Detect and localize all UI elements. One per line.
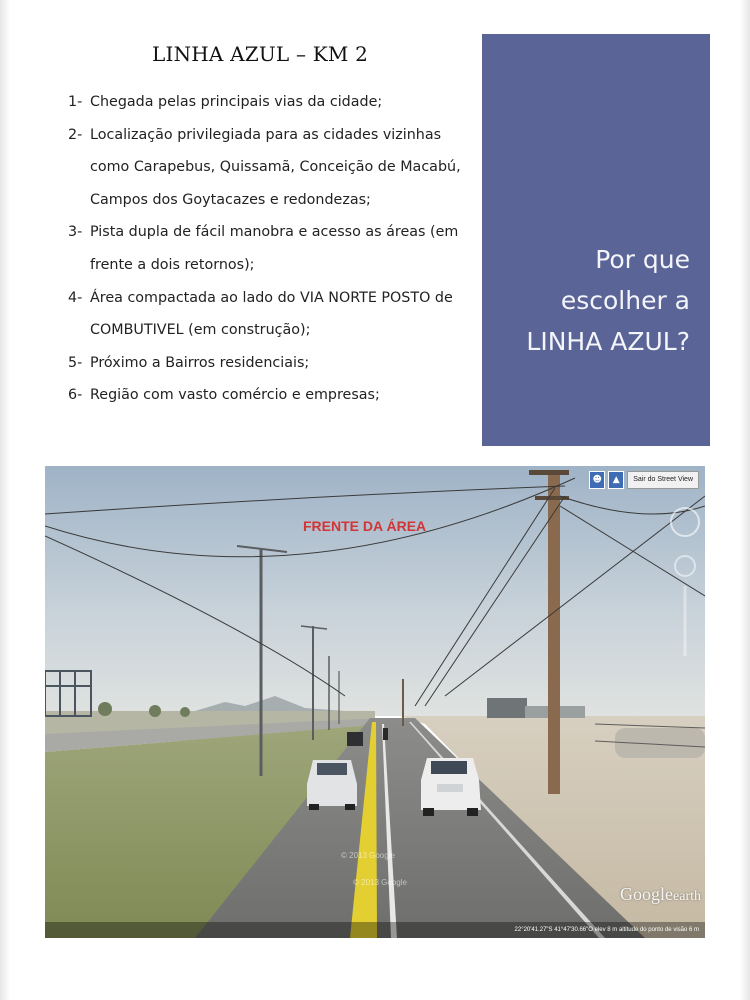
callout-line: Por que [595, 245, 690, 274]
page-edge-right [740, 0, 750, 1000]
list-item-text: Área compactada ao lado do VIA NORTE POSTO de COMBUTIVEL (em construção); [90, 289, 453, 339]
callout-line: escolher a [560, 286, 690, 315]
list-item-text: Região com vasto comércio e empresas; [90, 387, 380, 404]
list-item-text: Pista dupla de fácil manobra e acesso as áreas (em frente a dois retornos); [90, 224, 459, 273]
list-item-text: Localização privilegiada para as cidades vizinhas como Carapebus, Quissamã, Conceição de Macabú, Campos dos Goytacazes e redondezas; [90, 126, 461, 208]
google-earth-logo [620, 884, 701, 905]
copyright: © 2013 Google [353, 878, 407, 887]
features-list [68, 86, 468, 412]
sky [45, 466, 705, 716]
list-item [68, 347, 468, 380]
callout-box [482, 34, 710, 446]
street-view-controls [589, 471, 699, 489]
list-item-number: 4- [68, 289, 83, 306]
list-item [68, 379, 468, 412]
callout-line: LINHA AZUL? [526, 327, 690, 356]
tree [180, 707, 190, 717]
car-right [421, 758, 481, 816]
list-item-number: 3- [68, 224, 83, 241]
list-item [68, 86, 468, 119]
car-far [347, 732, 363, 746]
list-item [68, 119, 468, 217]
car-left [307, 760, 357, 810]
google-earth-logo-text: earth [673, 889, 701, 904]
utility-pole [548, 474, 560, 794]
list-item-number: 2- [68, 126, 83, 143]
list-item [68, 282, 468, 347]
exit-street-view-button[interactable]: Sair do Street View [627, 471, 699, 489]
list-item-number: 6- [68, 387, 83, 404]
page-title: LINHA AZUL – KM 2 [151, 42, 369, 66]
tree [149, 705, 161, 717]
cyclist [383, 728, 388, 740]
list-item-number: 5- [68, 354, 83, 371]
person-icon[interactable]: ☻ [589, 471, 605, 489]
tree [98, 702, 112, 716]
street-view-photo [45, 466, 705, 938]
status-bar: 22°20'41.27"S 41°47'30.66"O elev 8 m altitude do ponto de visão 6 m [45, 922, 705, 938]
list-item-text: Próximo a Bairros residenciais; [90, 354, 310, 371]
list-item [68, 216, 468, 281]
compass-icon[interactable]: ▲ [608, 471, 624, 489]
copyright: © 2013 Google [341, 851, 395, 860]
street-scene [45, 466, 705, 938]
list-item-number: 1- [68, 94, 83, 110]
page-edge-left [0, 0, 10, 1000]
building [487, 698, 527, 718]
google-earth-logo-text: Google [620, 884, 674, 904]
list-item-text: Chegada pelas principais vias da cidade; [90, 94, 383, 110]
callout-text [480, 239, 690, 362]
frente-label: FRENTE DA ÁREA [303, 518, 427, 534]
